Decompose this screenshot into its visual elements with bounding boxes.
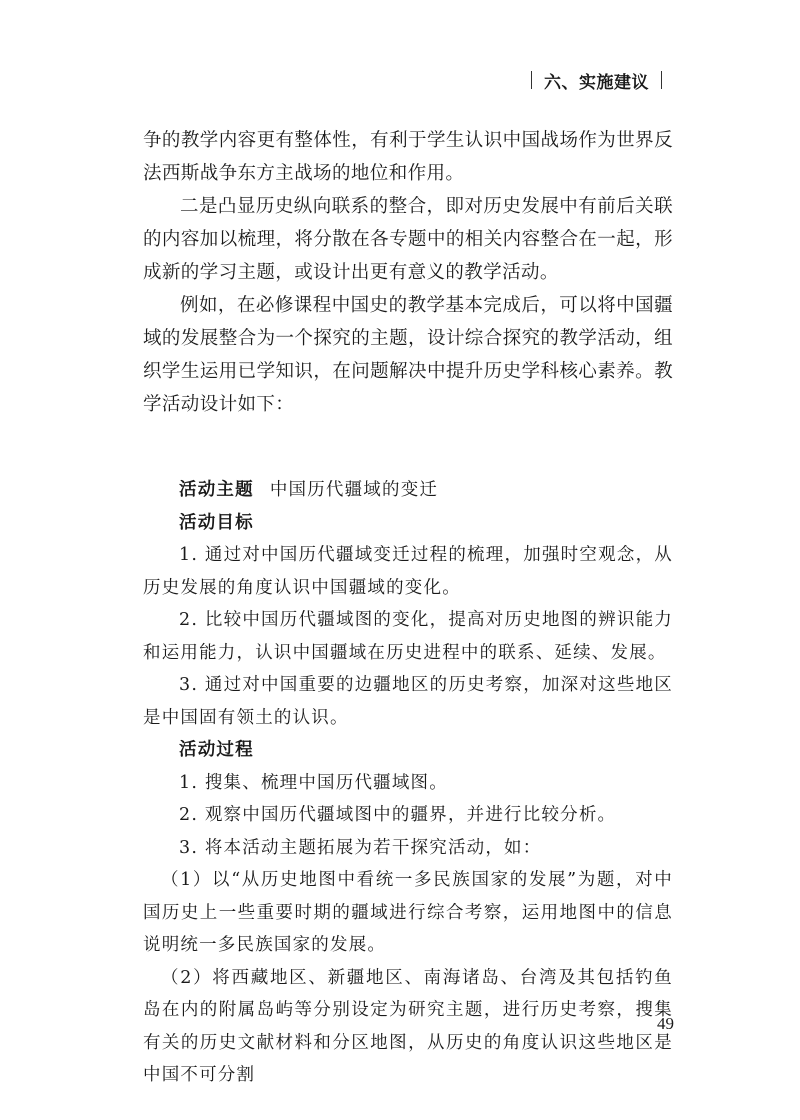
activity-goals-label: 活动目标 (179, 512, 254, 533)
goal-item-2: 2. 比较中国历代疆域图的变化，提高对历史地图的辨识能力和运用能力，认识中国疆域在历史进程中的联系、延续、发展。 (143, 610, 673, 663)
activity-process-label: 活动过程 (179, 740, 254, 760)
page-content (143, 124, 673, 1092)
process-item-2: 2. 观察中国历代疆域图中的疆界，并进行比较分析。 (179, 805, 617, 825)
paragraph-1: 争的教学内容更有整体性，有利于学生认识中国战场作为世界反法西斯战争东方主战场的地位和作用。 (143, 130, 673, 184)
header-divider-left (531, 71, 532, 89)
sub-item-1: （1）以“从历史地图中看统一多民族国家的发展”为题，对中国历史上一些重要时期的疆域进行综合考察，运用地图中的信息说明统一多民族国家的发展。 (143, 870, 673, 955)
activity-theme (143, 474, 673, 507)
paragraph-2: 二是凸显历史纵向联系的整合，即对历史发展中有前后关联的内容加以梳理，将分散在各专题中的相关内容整合在一起，形成新的学习主题，或设计出更有意义的教学活动。 (143, 196, 673, 283)
activity-theme-label: 活动主题 (179, 480, 254, 500)
process-item-1: 1. 搜集、梳理中国历代疆域图。 (179, 772, 448, 793)
section-title: 六、实施建议 (544, 72, 649, 93)
process-item-3: 3. 将本活动主题拓展为若干探究活动，如： (179, 837, 542, 858)
goal-item-3: 3. 通过对中国重要的边疆地区的历史考察，加深对这些地区是中国固有领土的认识。 (143, 675, 673, 728)
activity-design (143, 474, 673, 1092)
sub-item-2: （2）将西藏地区、新疆地区、南海诸岛、台湾及其包括钓鱼岛在内的附属岛屿等分别设定为研究主题，进行历史考察，搜集有关的历史文献材料和分区地图，从历史的角度认识这些地区是中国不可分割 (143, 967, 673, 1085)
header-divider-right (661, 71, 662, 89)
paragraph-3: 例如，在必修课程中国史的教学基本完成后，可以将中国疆域的发展整合为一个探究的主题，设计综合探究的教学活动，组织学生运用已学知识，在问题解决中提升历史学科核心素养。教学活动设计如下： (143, 295, 673, 415)
page-number: 49 (657, 1014, 674, 1033)
activity-theme-value: 中国历代疆域的变迁 (269, 480, 439, 500)
goal-item-1: 1. 通过对中国历代疆域变迁过程的梳理，加强时空观念，从历史发展的角度认识中国疆域的变化。 (143, 545, 673, 598)
running-header (519, 64, 674, 96)
